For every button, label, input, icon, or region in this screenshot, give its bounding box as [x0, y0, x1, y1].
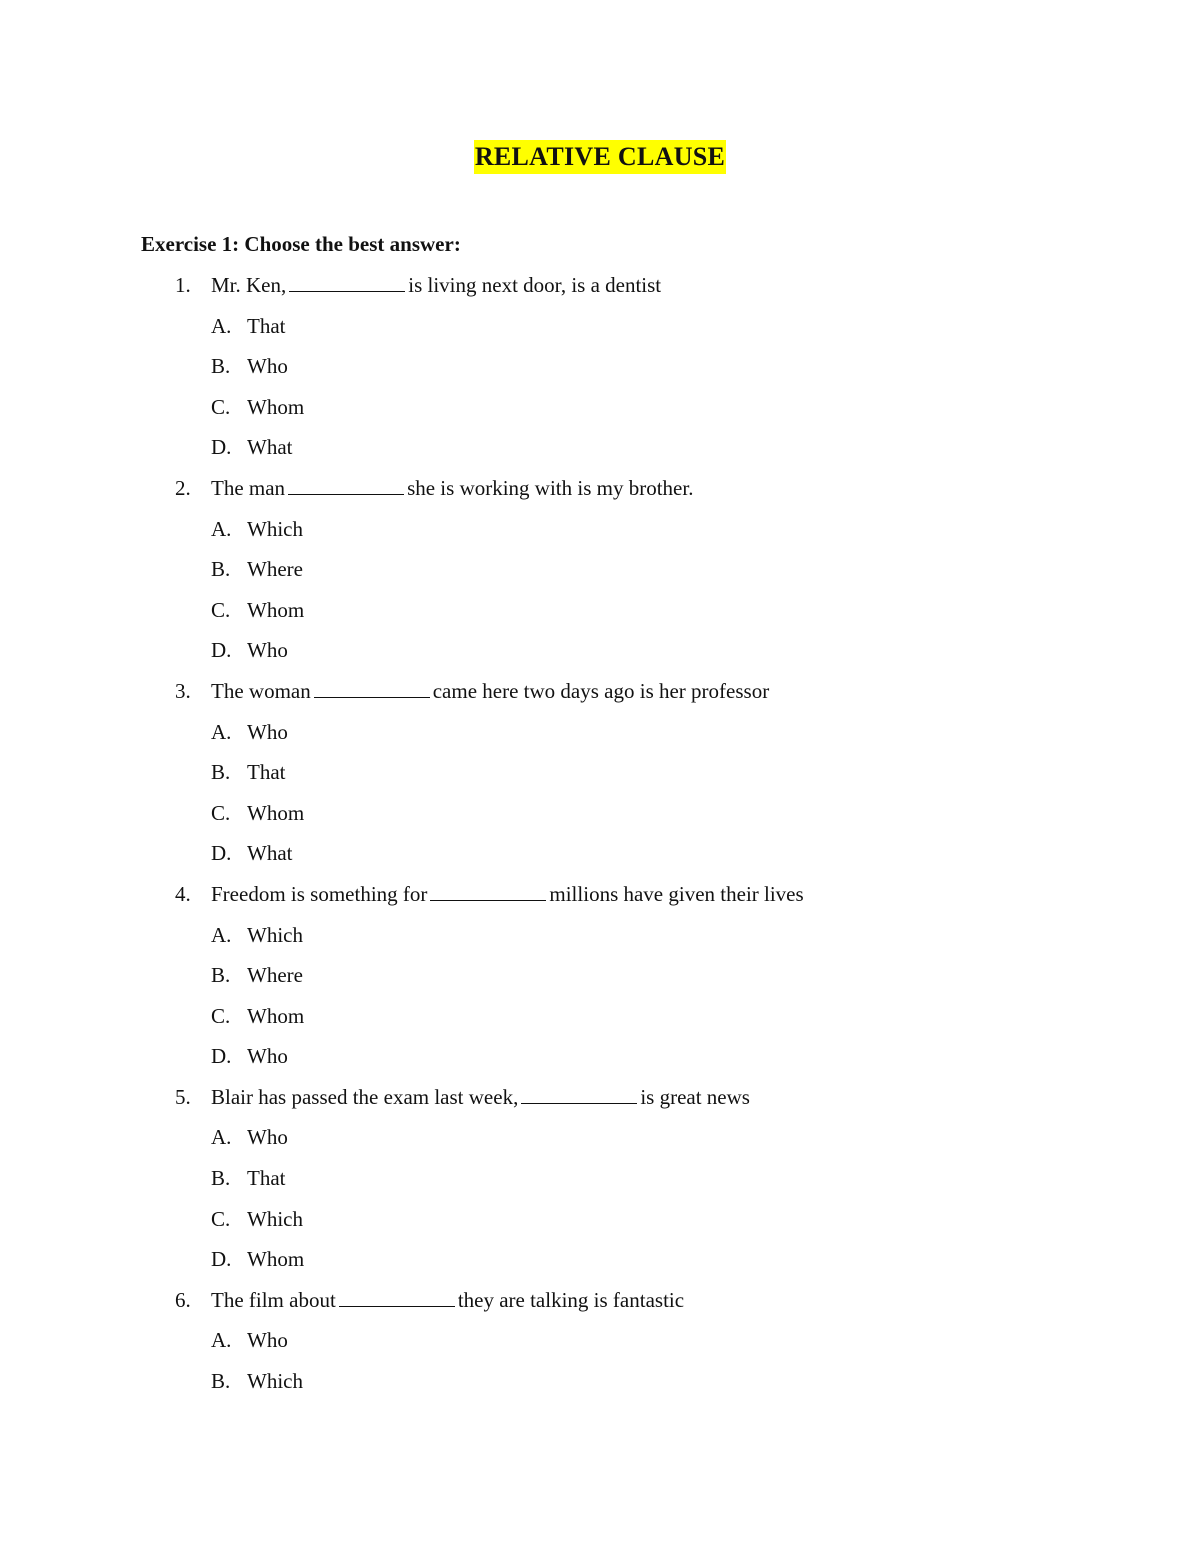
option-letter: A.: [211, 922, 232, 947]
option-letter: C.: [211, 597, 231, 622]
option-text: Who: [247, 719, 288, 744]
question-text-before-blank: The woman: [211, 678, 311, 703]
option-text: Whom: [247, 800, 305, 825]
answer-option: [0, 636, 1200, 677]
answer-option: [0, 799, 1200, 840]
answer-option: [0, 921, 1200, 962]
question-number: 2.: [175, 475, 191, 500]
option-letter: C.: [211, 1206, 231, 1231]
question-item: [0, 677, 1200, 880]
option-text: Which: [247, 1369, 303, 1394]
option-letter: C.: [211, 800, 231, 825]
question-text-before-blank: The film about: [211, 1287, 336, 1312]
question-text: [211, 677, 769, 705]
question-item: [0, 474, 1200, 677]
option-text: What: [247, 435, 293, 460]
question-line: [0, 1286, 1200, 1327]
question-text-after-blank: they are talking is fantastic: [457, 1287, 685, 1312]
exercise-heading: Exercise 1: Choose the best answer:: [141, 232, 461, 256]
question-number: 4.: [175, 881, 191, 906]
question-line: [0, 880, 1200, 921]
answer-option: [0, 961, 1200, 1002]
question-text-after-blank: came here two days ago is her professor: [432, 678, 770, 703]
option-letter: A.: [211, 1328, 232, 1353]
answer-blank: [521, 1083, 637, 1104]
option-text: Who: [247, 1044, 288, 1069]
option-text: Where: [247, 557, 303, 582]
option-letter: C.: [211, 1003, 231, 1028]
option-letter: B.: [211, 1369, 231, 1394]
option-letter: B.: [211, 963, 231, 988]
option-text: Which: [247, 516, 303, 541]
option-text: Where: [247, 963, 303, 988]
answer-option: [0, 596, 1200, 637]
option-letter: A.: [211, 516, 232, 541]
question-text: [211, 474, 693, 502]
option-text: That: [247, 313, 286, 338]
question-number: 3.: [175, 678, 191, 703]
answer-option: [0, 352, 1200, 393]
answer-blank: [289, 271, 405, 292]
answer-option: [0, 312, 1200, 353]
answer-option: [0, 839, 1200, 880]
option-letter: C.: [211, 394, 231, 419]
answer-option: [0, 1326, 1200, 1367]
option-text: What: [247, 841, 293, 866]
answer-blank: [430, 880, 546, 901]
question-text-after-blank: she is working with is my brother.: [407, 475, 694, 500]
question-line: [0, 677, 1200, 718]
answer-option: [0, 433, 1200, 474]
answer-option: [0, 1164, 1200, 1205]
question-line: [0, 271, 1200, 312]
answer-blank: [314, 677, 430, 698]
option-letter: B.: [211, 1166, 231, 1191]
question-item: [0, 1083, 1200, 1286]
answer-blank: [339, 1286, 455, 1307]
option-text: Whom: [247, 597, 305, 622]
option-text: Who: [247, 1125, 288, 1150]
question-item: [0, 880, 1200, 1083]
question-text-after-blank: millions have given their lives: [549, 881, 804, 906]
answer-option: [0, 758, 1200, 799]
option-text: Who: [247, 354, 288, 379]
question-line: [0, 474, 1200, 515]
question-number: 1.: [175, 273, 191, 297]
option-text: Whom: [247, 394, 305, 419]
option-letter: B.: [211, 354, 231, 379]
answer-option: [0, 1367, 1200, 1408]
option-letter: D.: [211, 1044, 232, 1069]
question-text-before-blank: Freedom is something for: [211, 881, 428, 906]
answer-option: [0, 515, 1200, 556]
question-item: [0, 271, 1200, 474]
question-text: [211, 1286, 684, 1314]
answer-option: [0, 718, 1200, 759]
option-letter: D.: [211, 841, 232, 866]
option-letter: D.: [211, 638, 232, 663]
option-text: Who: [247, 1328, 288, 1353]
answer-option: [0, 1042, 1200, 1083]
option-letter: B.: [211, 557, 231, 582]
option-letter: A.: [211, 719, 232, 744]
question-text-after-blank: is living next door, is a dentist: [408, 273, 662, 297]
option-text: Whom: [247, 1003, 305, 1028]
answer-option: [0, 1245, 1200, 1286]
answer-blank: [288, 474, 404, 495]
answer-option: [0, 1205, 1200, 1246]
option-letter: A.: [211, 313, 232, 338]
question-text: [211, 880, 804, 908]
question-number: 6.: [175, 1287, 191, 1312]
option-text: Which: [247, 922, 303, 947]
answer-option: [0, 1002, 1200, 1043]
question-text-before-blank: The man: [211, 475, 286, 500]
question-text: [211, 1083, 750, 1111]
question-line: [0, 1083, 1200, 1124]
answer-option: [0, 1123, 1200, 1164]
option-letter: A.: [211, 1125, 232, 1150]
option-text: Whom: [247, 1247, 305, 1272]
document-title: RELATIVE CLAUSE: [474, 140, 726, 174]
question-item: [0, 1286, 1200, 1408]
option-letter: B.: [211, 760, 231, 785]
title-container: [0, 140, 1200, 174]
option-text: Which: [247, 1206, 303, 1231]
option-letter: D.: [211, 1247, 232, 1272]
option-text: That: [247, 760, 286, 785]
question-text-before-blank: Mr. Ken,: [211, 273, 287, 297]
answer-option: [0, 555, 1200, 596]
answer-option: [0, 393, 1200, 434]
option-letter: D.: [211, 435, 232, 460]
question-list: [0, 271, 1200, 1408]
question-number: 5.: [175, 1084, 191, 1109]
question-text-after-blank: is great news: [640, 1084, 750, 1109]
question-text: [211, 271, 661, 299]
option-text: That: [247, 1166, 286, 1191]
option-text: Who: [247, 638, 288, 663]
question-text-before-blank: Blair has passed the exam last week,: [211, 1084, 519, 1109]
